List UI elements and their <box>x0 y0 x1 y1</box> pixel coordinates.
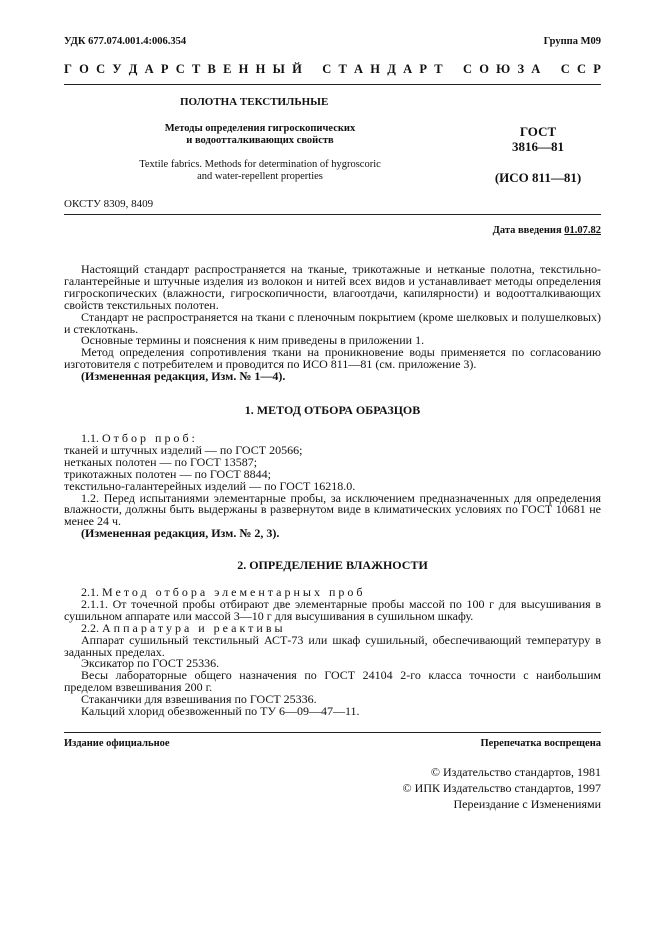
reprint-prohibited: Перепечатка воспрещена <box>480 738 601 749</box>
clause-2-1: 2.1. Метод отбора элементарных проб <box>81 585 366 599</box>
banner-letter: А <box>531 62 541 76</box>
banner-letter: С <box>175 62 185 76</box>
amendment-note: (Измененная редакция, Изм. № 2, 3). <box>81 526 280 541</box>
amendment-note: (Измененная редакция, Изм. № 1—4). <box>81 369 286 384</box>
banner-letter: Т <box>338 62 347 76</box>
intro-paragraph: Стандарт не распространяется на ткани с пленочным покрытием (кроме шелковых и полушелковых) и стеклоткань. <box>64 309 601 336</box>
banner-letter: Н <box>255 62 266 76</box>
clause-1-2: 1.2. Перед испытаниями элементарные пробы, за исключением предназначенных для определения влажности, должны быть выдержаны в развернутом виде в климатических условиях по ГОСТ 10681 не менее 24 ч. <box>64 490 601 529</box>
section-2 <box>64 560 601 572</box>
udk-code: УДК 677.074.001.4:006.354 <box>64 36 187 47</box>
apparatus-item: Весы лабораторные общего назначения по ГОСТ 24104 2-го класса точности с наибольшим пределом взвешивания 200 г. <box>64 668 601 695</box>
section-1 <box>64 405 601 417</box>
copyright-block <box>403 764 601 812</box>
state-standard-banner <box>64 62 601 77</box>
banner-letter: Г <box>64 62 72 76</box>
intro-paragraph: Настоящий стандарт распространяется на тканые, трикотажные и нетканые полотна, текстильно-галантерейные и штучные изделия из волокон и нитей всех видов и устанавливает методы определения гигроскопических (влажности, гигроскопичности, влагоотдачи, капилярности) и водоотталкивающих свойств текстильных полотен. <box>64 262 601 312</box>
list-item: трикотажных полотен — по ГОСТ 8844; <box>64 466 271 481</box>
banner-letter: Д <box>387 62 396 76</box>
banner-letter: В <box>207 62 216 76</box>
section-1-body <box>64 433 601 540</box>
apparatus-item: Эксикатор по ГОСТ 25336. <box>81 656 220 671</box>
iso-number: (ИСО 811—81) <box>494 170 582 185</box>
intro-date: Дата введения 01.07.82 <box>492 225 601 236</box>
banner-letter: Р <box>419 62 427 76</box>
banner-letter: З <box>517 62 525 76</box>
banner-letter: Д <box>128 62 138 76</box>
section-heading: 2. ОПРЕДЕЛЕНИЕ ВЛАЖНОСТИ <box>237 558 428 572</box>
banner-letter: О <box>479 62 489 76</box>
title-rule <box>64 214 601 215</box>
list-item: текстильно-галантерейных изделий — по ГОСТ 16218.0. <box>64 478 356 493</box>
okstu-code: ОКСТУ 8309, 8409 <box>64 198 154 210</box>
banner-space <box>309 62 315 77</box>
footer-rule <box>64 732 601 733</box>
title-ru-main: ПОЛОТНА ТЕКСТИЛЬНЫЕ <box>180 96 329 108</box>
banner-space <box>450 62 456 77</box>
title-ru-subtitle: Методы определения гигроскопических и водоотталкивающих свойств <box>164 123 356 146</box>
banner-letter: Н <box>370 62 381 76</box>
banner-letter: Т <box>434 62 443 76</box>
title-en: Textile fabrics. Methods for determination of hygroscoric and water-repellent properties <box>139 159 381 182</box>
apparatus-item: Аппарат сушильный текстильный АСТ-73 или шкаф сушильный, обеспечивающий температуру в заданных пределах. <box>64 632 601 659</box>
banner-space <box>548 62 554 77</box>
banner-letter: Й <box>292 62 302 76</box>
clause-1-1: 1.1. Отбор проб: <box>81 431 198 445</box>
banner-letter: С <box>462 62 472 76</box>
intro-paragraph: Основные термины и пояснения к ним приведены в приложении 1. <box>81 333 425 348</box>
list-item: тканей и штучных изделий — по ГОСТ 20566; <box>64 442 303 457</box>
banner-letter: О <box>79 62 89 76</box>
intro-paragraph: Метод определения сопротивления ткани на проникновение воды применяется по согласованию изготовителя с потребителем и проводится по ИСО 811—81 (см. приложение 3). <box>64 345 601 372</box>
banner-letter: С <box>560 62 570 76</box>
banner-letter: А <box>354 62 364 76</box>
apparatus-item: Кальций хлорид обезвоженный по ТУ 6—09—47—11. <box>81 704 360 719</box>
section-heading: 1. МЕТОД ОТБОРА ОБРАЗЦОВ <box>244 403 421 417</box>
official-edition: Издание официальное <box>64 738 170 749</box>
banner-letter: Е <box>223 62 232 76</box>
banner-letter: Н <box>238 62 249 76</box>
section-2-body <box>64 587 601 718</box>
reissue-note: Переиздание с Изменениями <box>453 797 601 811</box>
banner-letter: Ю <box>496 62 511 76</box>
banner-letter: А <box>144 62 154 76</box>
copyright-line: © Издательство стандартов, 1981 <box>430 765 601 779</box>
banner-letter: У <box>112 62 122 76</box>
banner-letter: С <box>322 62 332 76</box>
top-rule <box>64 84 601 85</box>
group-code: Группа М09 <box>543 36 601 47</box>
banner-letter: С <box>577 62 587 76</box>
apparatus-item: Стаканчики для взвешивания по ГОСТ 25336. <box>81 692 317 707</box>
banner-letter: Р <box>593 62 601 76</box>
copyright-line: © ИПК Издательство стандартов, 1997 <box>402 781 601 795</box>
banner-letter: А <box>403 62 413 76</box>
banner-letter: Ы <box>272 62 285 76</box>
intro-block <box>64 264 601 383</box>
gost-number: ГОСТ 3816—81 <box>512 124 564 154</box>
banner-letter: С <box>96 62 106 76</box>
clause-2-1-1: 2.1.1. От точечной пробы отбирают две элементарные пробы массой по 100 г для высушивания в сушильном аппарате или массой 3—10 г для высушивания в сушильном шкафу. <box>64 596 601 623</box>
banner-letter: Р <box>160 62 169 76</box>
banner-letter: Т <box>191 62 201 76</box>
list-item: нетканых полотен — по ГОСТ 13587; <box>64 454 258 469</box>
clause-2-2: 2.2. Аппаратура и реактивы <box>81 620 286 635</box>
